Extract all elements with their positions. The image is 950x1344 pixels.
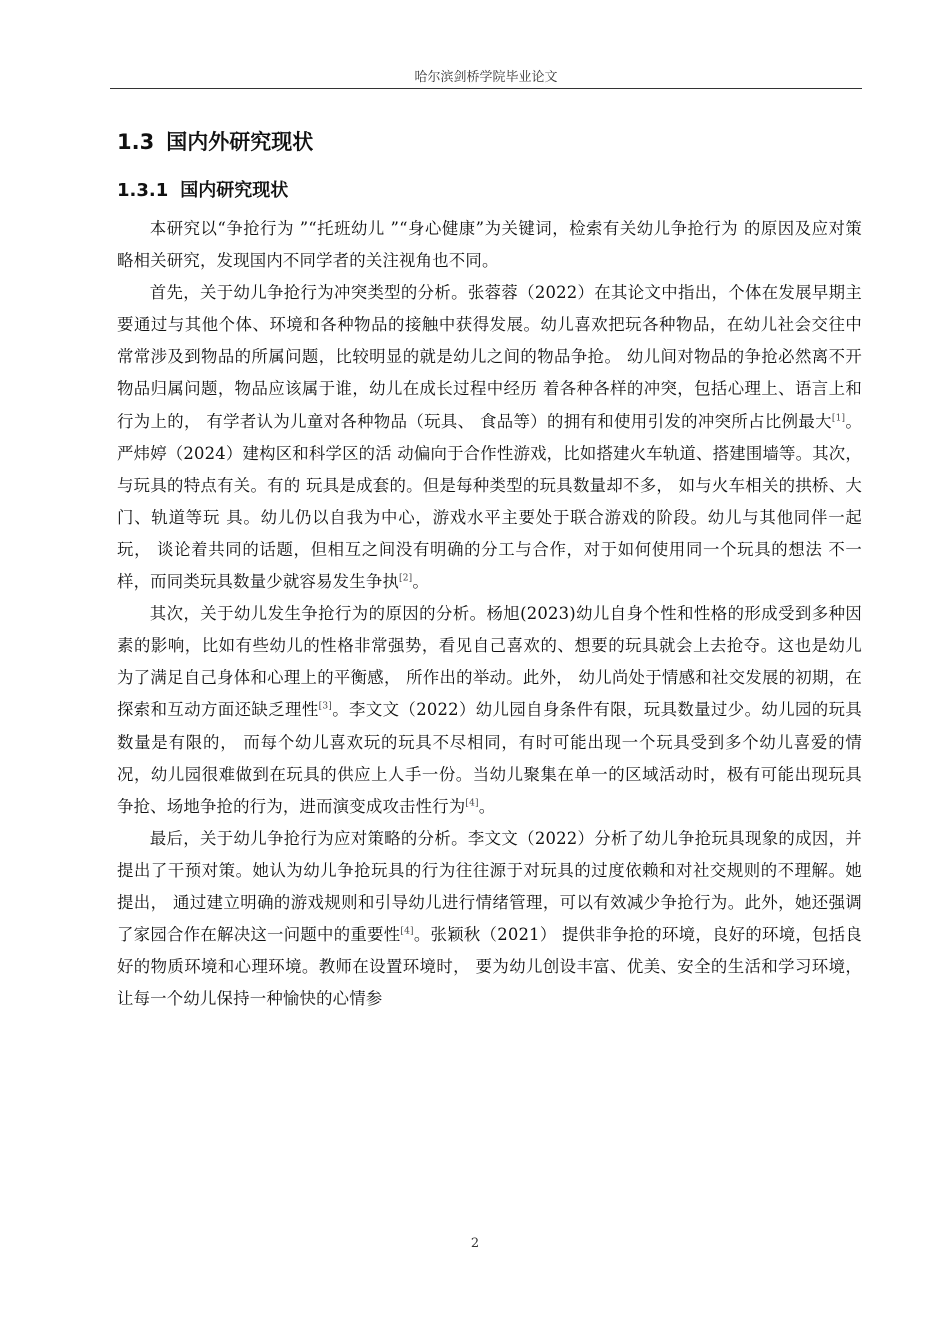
paragraph-text: 首先，关于幼儿争抢行为冲突类型的分析。张蓉蓉（2022）在其论文中指出，个体在发展早期主要通过与其他个体、环境和各种物品的接触中获得发展。幼儿喜欢把玩各种物品，在幼儿社会交往中常常涉及到物品的所属问题，比较明显的就是幼儿之间的物品争抢。 幼儿间对物品的争抢必然离不开物品归属问题，物品应该属于谁，幼儿在成长过程中经历 着各种各样的冲突，包括心理上、语言上和行为上的， 有学者认为儿童对各种物品（玩具、 食品等）的拥有和使用引发的冲突所占比例最大 xyxy=(117,283,862,431)
body-text xyxy=(117,213,862,1015)
paragraph-text: 其次，关于幼儿发生争抢行为的原因的分析。杨旭(2023)幼儿自身个性和性格的形成受到多种因素的影响，比如有些幼儿的性格非常强势，看见自己喜欢的、想要的玩具就会上去抢夺。这也是幼儿为了满足自己身体和心理上的平衡感， 所作出的举动。此外， 幼儿尚处于情感和社交发展的初期，在探索和互动方面还缺乏理性 xyxy=(117,604,862,720)
paragraph-text: 。张颖秋（2021） 提供非争抢的环境，良好的环境，包括良好的物质环境和心理环境。教师在设置环境时， 要为幼儿创设丰富、优美、安全的生活和学习环境， 让每一个幼儿保持一种愉快的心情参 xyxy=(117,925,862,1009)
paragraph xyxy=(117,598,862,823)
page-header: 哈尔滨剑桥学院毕业论文 xyxy=(414,70,558,85)
section-title: 国内外研究现状 xyxy=(166,130,314,154)
section-heading xyxy=(117,126,313,156)
citation-marker: [4] xyxy=(465,798,479,809)
paragraph xyxy=(117,213,862,277)
paragraph-text: 。 xyxy=(412,572,429,592)
subsection-heading xyxy=(117,176,288,202)
paragraph xyxy=(117,823,862,1016)
header-rule xyxy=(110,88,862,89)
paragraph-text: 最后，关于幼儿争抢行为应对策略的分析。李文文（2022）分析了幼儿争抢玩具现象的成因，并提出了干预对策。她认为幼儿争抢玩具的行为往往源于对玩具的过度依赖和对社交规则的不理解。她提出， 通过建立明确的游戏规则和引导幼儿进行情绪管理，可以有效减少争抢行为。此外，她还强调了家园合作在解决这一问题中的重要性 xyxy=(117,828,862,945)
paragraph xyxy=(117,277,862,598)
paragraph-text: 。李文文（2022）幼儿园自身条件有限，玩具数量过少。幼儿园的玩具数量是有限的， 而每个幼儿喜欢玩的玩具不尽相同，有时可能出现一个玩具受到多个幼儿喜爱的情况，幼儿园很难做到在玩具的供应上人手一份。当幼儿聚集在单一的区域活动时，极有可能出现玩具争抢、场地争抢的行为，进而演变成攻击性行为 xyxy=(117,700,863,816)
citation-marker: [2] xyxy=(399,573,413,584)
paragraph-text: 。严炜婷（2024）建构区和科学区的活 动偏向于合作性游戏，比如搭建火车轨道、搭建围墙等。其次， 与玩具的特点有关。有的 玩具是成套的。但是每种类型的玩具数量却不多， 如与火车相关的拱桥、大门、轨道等玩 具。幼儿仍以自我为中心，游戏水平主要处于联合游戏的阶段。幼儿与其他同伴一起玩， 谈论着共同的话题，但相互之间没有明确的分工与合作，对于如何使用同一个玩具的想法 不一样，而同类玩具数量少就容易发生争执 xyxy=(117,411,863,592)
section-number: 1.3 xyxy=(117,130,155,154)
page-number: 2 xyxy=(470,1236,480,1251)
subsection-number: 1.3.1 xyxy=(117,180,169,201)
paragraph-text: 。 xyxy=(478,796,496,816)
citation-marker: [4] xyxy=(400,926,414,937)
citation-marker: [1] xyxy=(831,413,846,424)
citation-marker: [3] xyxy=(318,701,332,712)
subsection-title: 国内研究现状 xyxy=(180,180,289,201)
paragraph-text: 本研究以“争抢行为 ”“托班幼儿 ”“身心健康”为关键词，检索有关幼儿争抢行为 的原因及应对策略相关研究，发现国内不同学者的关注视角也不同。 xyxy=(117,219,862,271)
